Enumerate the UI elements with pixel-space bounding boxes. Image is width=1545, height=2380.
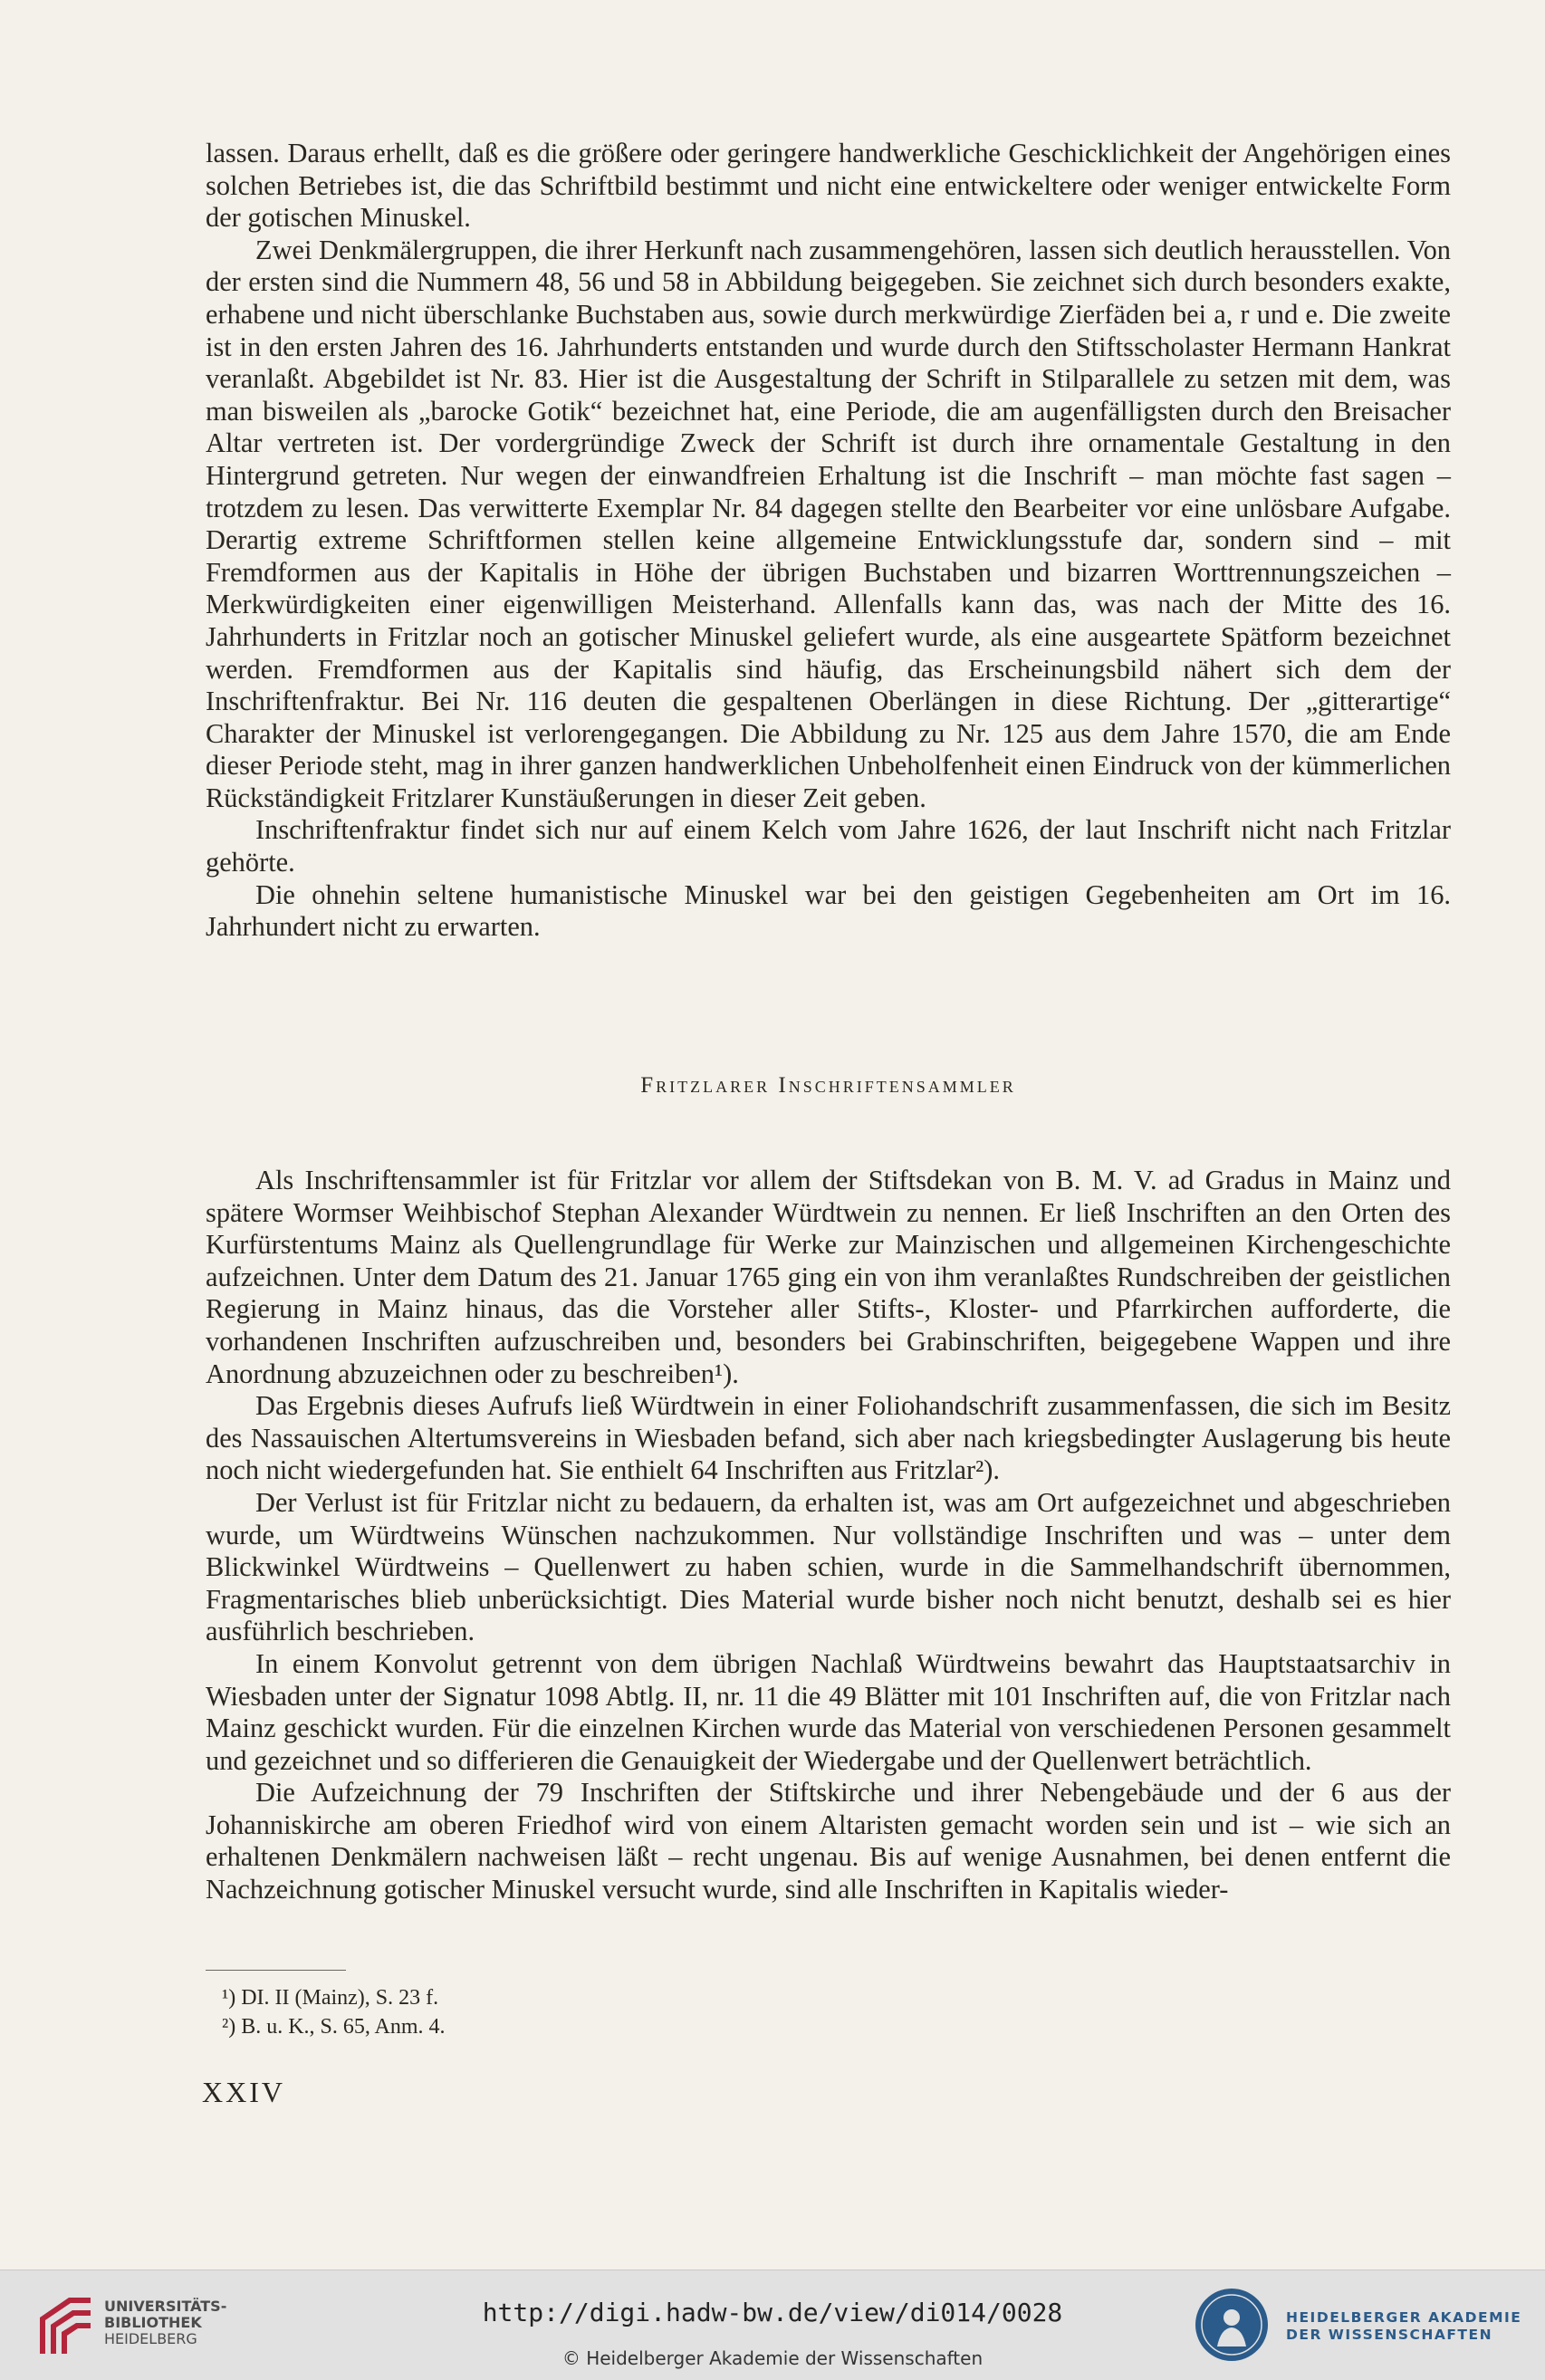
paragraph: Inschriftenfraktur findet sich nur auf einem Kelch vom Jahre 1626, der laut Inschrift nicht nach Fritzlar gehörte. <box>206 814 1451 878</box>
section-body <box>206 1165 1451 1906</box>
copyright-notice: © Heidelberger Akademie der Wissenschaften <box>561 2347 984 2369</box>
footnote: ²) B. u. K., S. 65, Anm. 4. <box>222 2015 446 2039</box>
library-name-line: BIBLIOTHEK <box>104 2314 202 2331</box>
footer-bar <box>0 2270 1545 2380</box>
section-heading: Fritzlarer Inschriftensammler <box>640 1073 1016 1098</box>
footnote: ¹) DI. II (Mainz), S. 23 f. <box>222 1986 439 2010</box>
paragraph: Als Inschriftensammler ist für Fritzlar vor allem der Stiftsdekan von B. M. V. ad Gradus in Mainz und spätere Wormser Weihbischof Stephan Alexander Würdtwein zu nennen. Er ließ Inschriften an den Orten des Kurfürstentums Mainz als Quellengrundlage für Werke zur Mainzischen und allgemeinen Kirchengeschichte aufzeichnen. Unter dem Datum des 21. Januar 1765 ging ein von ihm veranlaßtes Rundschreiben der geistlichen Regierung in Mainz hinaus, das die Vorsteher aller Stifts-, Kloster- und Pfarrkirchen aufforderte, die vorhandenen Inschriften aufzuschreiben und, besonders bei Grabinschriften, beigegebene Wappen und ihre Anordnung abzuzeichnen oder zu beschreiben¹). <box>206 1165 1451 1389</box>
paragraph: Zwei Denkmälergruppen, die ihrer Herkunft nach zusammengehören, lassen sich deutlich herausstellen. Von der ersten sind die Nummern 48, 56 und 58 in Abbildung beigegeben. Sie zeichnet sich durch besonders exakte, erhabene und nicht überschlanke Buchstaben aus, sowie durch merkwürdige Zierfäden bei a, r und e. Die zweite ist in den ersten Jahren des 16. Jahrhunderts entstanden und wurde durch den Stiftsscholaster Hermann Hankrat veranlaßt. Abgebildet ist Nr. 83. Hier ist die Ausgestaltung der Schrift in Stilparallele zu setzen mit dem, was man bisweilen als „barocke Gotik“ bezeichnet hat, eine Periode, die am augenfälligsten durch den Breisacher Altar vertreten ist. Der vordergründige Zweck der Schrift ist durch ihre ornamentale Gestaltung in den Hintergrund getreten. Nur wegen der einwandfreien Erhaltung ist die Inschrift – man möchte fast sagen – trotzdem zu lesen. Das verwitterte Exemplar Nr. 84 dagegen stellte den Bearbeiter vor eine unlösbare Aufgabe. Derartig extreme Schriftformen stellen keine allgemeine Entwicklungsstufe dar, sondern sind – mit Fremdformen aus der Kapitalis in Höhe der übrigen Buchstaben und bizarren Worttrennungszeichen – Merkwürdigkeiten einer eigenwilligen Meisterhand. Allenfalls kann das, was nach der Mitte des 16. Jahrhunderts in Fritzlar noch an gotischer Minuskel geliefert wurde, als eine ausgeartete Spätform bezeichnet werden. Fremdformen aus der Kapitalis sind häufig, das Erscheinungsbild nähert sich dem der Inschriftenfraktur. Bei Nr. 116 deuten die gespaltenen Oberlängen in diese Richtung. Der „gitterartige“ Charakter der Minuskel ist verlorengegangen. Die Abbildung zu Nr. 125 aus dem Jahre 1570, die am Ende dieser Periode steht, mag in ihrer ganzen handwerklichen Unbeholfenheit einen Eindruck von der kümmerlichen Rückständigkeit Fritzlarer Kunstäußerungen in dieser Zeit geben. <box>206 234 1451 813</box>
paragraph: Die ohnehin seltene humanistische Minuskel war bei den geistigen Gegebenheiten am Ort im 16. Jahrhundert nicht zu erwarten. <box>206 878 1451 943</box>
paragraph: Der Verlust ist für Fritzlar nicht zu bedauern, da erhalten ist, was am Ort aufgezeichnet und abgeschrieben wurde, um Würdtweins Wünschen nachzukommen. Nur vollständige Inschriften und was – unter dem Blickwinkel Würdtweins – Quellenwert zu haben schien, wurde in die Sammelhandschrift übernommen, Fragmentarisches blieb unberücksichtigt. Dies Material wurde bisher noch nicht benutzt, deshalb sei es hier ausführlich beschrieben. <box>206 1486 1451 1647</box>
paragraph: Die Aufzeichnung der 79 Inschriften der Stiftskirche und ihrer Nebengebäude und der 6 aus der Johanniskirche am oberen Friedhof wird von einem Altaristen gemacht worden sein und ist – wie sich an erhaltenen Denkmälern nachweisen läßt – recht ungenau. Bis auf wenige Ausnahmen, bei denen entfernt die Nachzeichnung gotischer Minuskel versucht wurde, sind alle Inschriften in Kapitalis wieder- <box>206 1777 1451 1905</box>
page-number: XXIV <box>202 2076 285 2108</box>
body-text <box>206 138 1451 944</box>
footnotes <box>222 1983 446 2041</box>
footnote-rule <box>206 1970 346 1971</box>
academy-name <box>1286 2309 1521 2344</box>
academy-name-line: DER WISSENSCHAFTEN <box>1286 2327 1493 2343</box>
source-url[interactable]: http://digi.hadw-bw.de/view/di014/0028 <box>482 2298 1063 2327</box>
academy-seal-icon <box>1194 2287 1270 2363</box>
library-name-line: HEIDELBERG <box>104 2330 197 2347</box>
paragraph: lassen. Daraus erhellt, daß es die größere oder geringere handwerkliche Geschicklichkeit der Angehörigen eines solchen Betriebes ist, die das Schriftbild bestimmt und nicht eine entwickeltere oder weniger entwickelte Form der gotischen Minuskel. <box>206 138 1451 234</box>
library-name-line: UNIVERSITÄTS- <box>104 2298 227 2315</box>
paragraph: In einem Konvolut getrennt von dem übrigen Nachlaß Würdtweins bewahrt das Hauptstaatsarchiv in Wiesbaden unter der Signatur 1098 Abtlg. II, nr. 11 die 49 Blätter mit 101 Inschriften auf, die von Fritzlar nach Mainz geschickt wurden. Für die einzelnen Kirchen wurde das Material von verschiedenen Personen gesammelt und gezeichnet und so differieren die Genauigkeit der Wiedergabe und der Quellenwert beträchtlich. <box>206 1647 1451 1776</box>
paragraph: Das Ergebnis dieses Aufrufs ließ Würdtwein in einer Foliohandschrift zusammenfassen, die sich im Besitz des Nassauischen Altertumsvereins in Wiesbaden befand, sich aber nach kriegsbedingter Auslagerung bis heute noch nicht wiedergefunden hat. Sie enthielt 64 Inschriften aus Fritzlar²). <box>206 1390 1451 1486</box>
academy-name-line: HEIDELBERGER AKADEMIE <box>1286 2309 1522 2326</box>
